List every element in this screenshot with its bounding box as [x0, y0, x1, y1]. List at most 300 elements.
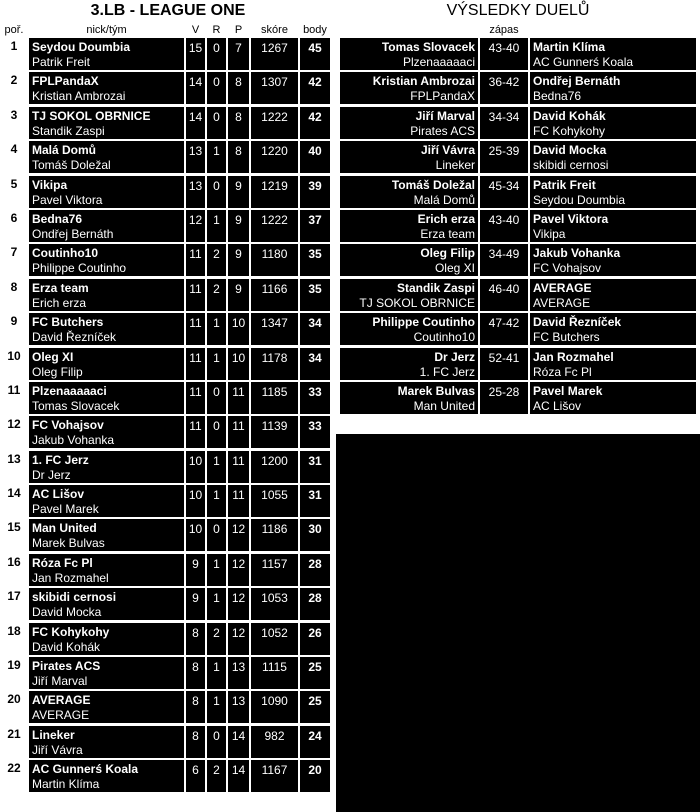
points: 31	[308, 488, 322, 503]
row-position: 9	[10, 314, 18, 329]
wins: 14	[188, 109, 203, 124]
score: 1307	[261, 75, 288, 90]
team: Tomas Slovacek	[32, 398, 120, 413]
table-row	[0, 759, 336, 793]
row-position: 19	[7, 658, 21, 673]
points-cell	[300, 210, 330, 242]
away-nick: Jakub Vohanka	[533, 246, 621, 261]
losses-cell	[228, 72, 249, 104]
score-cell	[251, 38, 298, 70]
draws-cell	[207, 72, 226, 104]
home-team: Coutinho10	[413, 330, 475, 345]
match-score-cell	[480, 210, 528, 242]
away-team: skibidi cernosi	[533, 158, 609, 173]
losses: 11	[232, 384, 245, 399]
match-score: 34-34	[488, 109, 520, 124]
nick: Oleg XI	[32, 349, 74, 364]
draws: 1	[213, 144, 220, 159]
wins: 11	[189, 384, 202, 399]
away-cell	[530, 244, 696, 276]
away-nick: Jan Rozmahel	[533, 349, 614, 364]
duel-row	[336, 175, 700, 209]
team: Philippe Coutinho	[32, 261, 127, 276]
home-cell	[340, 313, 478, 345]
home-team: FPLPandaX	[410, 89, 475, 104]
nick: Vikipa	[32, 177, 68, 192]
points-cell	[300, 623, 330, 655]
row-position: 11	[7, 382, 21, 397]
nick: AC Lišov	[32, 487, 85, 502]
team: Jan Rozmahel	[32, 570, 109, 585]
wins: 11	[189, 247, 202, 262]
score-cell	[251, 72, 298, 104]
duel-results	[336, 0, 700, 434]
away-team: Bedna76	[533, 89, 582, 104]
wins: 9	[192, 591, 199, 606]
losses: 14	[231, 763, 246, 778]
points: 45	[308, 41, 322, 55]
table-row	[0, 37, 336, 71]
home-team: TJ SOKOL OBRNICE	[359, 295, 475, 310]
nick-cell	[29, 141, 184, 173]
wins-cell	[186, 691, 205, 723]
team: David Mocka	[32, 605, 102, 620]
wins-cell	[186, 210, 205, 242]
losses-cell	[228, 141, 249, 173]
match-score: 45-34	[488, 178, 520, 193]
draws-cell	[207, 348, 226, 380]
losses: 12	[231, 591, 246, 606]
points-cell	[300, 519, 330, 551]
nick: TJ SOKOL OBRNICE	[32, 108, 151, 123]
points: 25	[308, 694, 322, 709]
wins-cell	[186, 244, 205, 276]
home-nick: Oleg Filip	[420, 246, 475, 261]
draws-cell	[207, 760, 226, 792]
team: Oleg Filip	[32, 364, 83, 379]
draws-cell	[207, 382, 226, 414]
nick-cell	[29, 348, 184, 380]
points: 37	[308, 212, 322, 227]
nick-cell	[29, 588, 184, 620]
points-cell	[300, 38, 330, 70]
home-cell	[340, 107, 478, 139]
points-cell	[300, 72, 330, 104]
away-cell	[530, 107, 696, 139]
team: Jiří Vávra	[32, 742, 83, 757]
points-cell	[300, 141, 330, 173]
draws: 2	[213, 247, 220, 262]
points-cell	[300, 691, 330, 723]
away-nick: David Mocka	[533, 143, 607, 158]
table-row	[0, 278, 336, 312]
points: 25	[308, 660, 322, 675]
wins: 10	[188, 453, 203, 468]
losses-cell	[228, 313, 249, 345]
losses: 8	[235, 75, 242, 90]
nick-cell	[29, 313, 184, 345]
match-score-cell	[480, 72, 528, 104]
losses-cell	[228, 623, 249, 655]
wins-cell	[186, 554, 205, 586]
nick-cell	[29, 485, 184, 517]
match-score-cell	[480, 382, 528, 414]
row-position: 13	[7, 451, 21, 466]
wins-cell	[186, 313, 205, 345]
nick-cell	[29, 107, 184, 139]
losses-cell	[228, 382, 249, 414]
wins-cell	[186, 485, 205, 517]
nick-cell	[29, 210, 184, 242]
wins: 11	[189, 350, 202, 365]
wins-cell	[186, 107, 205, 139]
away-team: AVERAGE	[533, 295, 591, 310]
row-position: 15	[7, 520, 21, 535]
row-position: 2	[10, 73, 18, 88]
draws: 0	[213, 178, 220, 193]
match-score: 47-42	[488, 316, 520, 331]
points: 28	[308, 556, 322, 571]
table-row	[0, 209, 336, 243]
match-score: 34-49	[488, 247, 520, 262]
duel-row	[336, 312, 700, 346]
team: Dr Jerz	[32, 467, 71, 482]
home-cell	[340, 176, 478, 208]
draws: 0	[213, 109, 220, 124]
losses: 7	[235, 41, 242, 55]
wins: 8	[192, 728, 199, 743]
home-cell	[340, 72, 478, 104]
duels-title: VÝSLEDKY DUELŮ	[336, 2, 700, 22]
table-row	[0, 518, 336, 552]
row-position: 22	[7, 761, 21, 776]
losses-cell	[228, 176, 249, 208]
nick: AC Gunnerś Koala	[32, 762, 139, 777]
table-row	[0, 175, 336, 209]
away-cell	[530, 38, 696, 70]
nick-cell	[29, 519, 184, 551]
losses: 12	[231, 556, 246, 571]
points-cell	[300, 485, 330, 517]
nick-cell	[29, 760, 184, 792]
team: David Řezníček	[32, 330, 117, 345]
home-nick: Tomáš Doležal	[391, 177, 475, 192]
nick-cell	[29, 657, 184, 689]
table-row	[0, 415, 336, 449]
draws-cell	[207, 279, 226, 311]
row-position: 3	[10, 107, 18, 122]
losses: 9	[235, 281, 242, 296]
row-position: 17	[7, 589, 21, 604]
draws-cell	[207, 588, 226, 620]
row-position: 5	[10, 176, 18, 191]
wins: 6	[192, 763, 199, 778]
score-cell	[251, 451, 298, 483]
points: 31	[308, 453, 322, 468]
away-nick: Martin Klíma	[533, 40, 606, 54]
draws: 1	[213, 316, 220, 331]
team: Pavel Marek	[32, 502, 99, 517]
points-cell	[300, 554, 330, 586]
score-cell	[251, 348, 298, 380]
home-team: Pirates ACS	[410, 123, 475, 138]
team: Marek Bulvas	[32, 536, 105, 551]
losses: 13	[231, 694, 246, 709]
away-nick: Patrik Freit	[533, 177, 596, 192]
draws: 0	[213, 522, 220, 537]
score: 1052	[261, 625, 288, 640]
duel-row	[336, 243, 700, 277]
team: Erich erza	[32, 295, 87, 310]
away-team: Vikipa	[533, 226, 566, 241]
wins-cell	[186, 657, 205, 689]
losses-cell	[228, 519, 249, 551]
score-cell	[251, 382, 298, 414]
draws: 2	[213, 625, 220, 640]
points-cell	[300, 244, 330, 276]
wins: 8	[192, 625, 199, 640]
points: 30	[308, 522, 322, 537]
away-cell	[530, 72, 696, 104]
wins: 10	[188, 522, 203, 537]
points: 33	[308, 419, 322, 434]
wins-cell	[186, 451, 205, 483]
draws: 2	[213, 281, 220, 296]
score: 1222	[261, 212, 288, 227]
nick-cell	[29, 382, 184, 414]
header-p: P	[234, 24, 243, 36]
score: 1185	[261, 384, 288, 399]
table-row	[0, 106, 336, 140]
header-v: V	[191, 24, 200, 36]
nick: FC Vohajsov	[32, 418, 104, 433]
losses: 14	[231, 728, 246, 743]
score: 1180	[261, 247, 288, 262]
away-nick: Ondřej Bernáth	[533, 74, 621, 89]
away-cell	[530, 141, 696, 173]
losses-cell	[228, 451, 249, 483]
draws: 1	[213, 694, 220, 709]
draws-cell	[207, 519, 226, 551]
home-team: 1. FC Jerz	[419, 364, 475, 379]
header-score: skóre	[261, 24, 288, 36]
draws: 0	[213, 75, 220, 90]
match-score: 46-40	[488, 281, 520, 296]
match-score-cell	[480, 107, 528, 139]
row-position: 18	[7, 623, 21, 638]
team: Ondřej Bernáth	[32, 226, 114, 241]
league-table	[0, 0, 336, 812]
draws: 1	[213, 488, 220, 503]
draws: 1	[213, 556, 220, 571]
losses-cell	[228, 244, 249, 276]
home-nick: Jiří Marval	[415, 108, 475, 123]
table-row	[0, 312, 336, 346]
score-cell	[251, 760, 298, 792]
points: 35	[308, 281, 322, 296]
score-cell	[251, 726, 298, 758]
away-nick: David Kohák	[533, 108, 606, 123]
wins-cell	[186, 416, 205, 448]
score-cell	[251, 313, 298, 345]
nick-cell	[29, 244, 184, 276]
draws-cell	[207, 141, 226, 173]
score: 1222	[261, 109, 288, 124]
points: 26	[308, 625, 322, 640]
nick-cell	[29, 726, 184, 758]
score-cell	[251, 210, 298, 242]
table-row	[0, 347, 336, 381]
away-team: Seydou Doumbia	[533, 192, 626, 207]
league-rows	[0, 37, 336, 794]
score-cell	[251, 176, 298, 208]
points-cell	[300, 416, 330, 448]
losses-cell	[228, 554, 249, 586]
wins-cell	[186, 382, 205, 414]
row-position: 16	[7, 554, 21, 569]
nick: Lineker	[32, 727, 75, 742]
losses-cell	[228, 588, 249, 620]
losses: 9	[235, 212, 242, 227]
draws: 1	[213, 591, 220, 606]
draws-cell	[207, 244, 226, 276]
nick-cell	[29, 279, 184, 311]
wins-cell	[186, 588, 205, 620]
home-cell	[340, 38, 478, 70]
losses: 11	[232, 419, 245, 434]
losses-cell	[228, 210, 249, 242]
draws: 1	[213, 212, 220, 227]
draws: 0	[213, 384, 220, 399]
table-row	[0, 553, 336, 587]
wins: 13	[188, 178, 203, 193]
away-cell	[530, 176, 696, 208]
nick: Róza Fc Pl	[32, 555, 93, 570]
duel-row	[336, 209, 700, 243]
score: 1186	[261, 522, 288, 537]
points-cell	[300, 107, 330, 139]
score: 1055	[261, 488, 288, 503]
home-team: Erza team	[420, 226, 475, 241]
table-row	[0, 656, 336, 690]
score: 1053	[261, 591, 288, 606]
score-cell	[251, 107, 298, 139]
home-team: Man United	[413, 398, 475, 413]
away-nick: AVERAGE	[533, 280, 592, 295]
draws-cell	[207, 485, 226, 517]
away-cell	[530, 348, 696, 380]
score: 1167	[261, 763, 288, 778]
team: Jakub Vohanka	[32, 433, 115, 448]
duel-row	[336, 71, 700, 105]
score-cell	[251, 485, 298, 517]
wins: 11	[189, 419, 202, 434]
duel-row	[336, 37, 700, 71]
losses: 10	[231, 350, 246, 365]
table-row	[0, 381, 336, 415]
losses-cell	[228, 691, 249, 723]
losses-cell	[228, 726, 249, 758]
points: 34	[308, 316, 322, 331]
wins-cell	[186, 279, 205, 311]
away-team: Róza Fc Pl	[533, 364, 592, 379]
team: Jiří Marval	[32, 674, 88, 689]
losses: 9	[235, 178, 242, 193]
draws-cell	[207, 107, 226, 139]
wins-cell	[186, 519, 205, 551]
team: Standik Zaspi	[32, 123, 105, 138]
losses-cell	[228, 348, 249, 380]
away-nick: Pavel Viktora	[533, 211, 609, 226]
match-score: 25-39	[488, 144, 520, 159]
points: 28	[308, 591, 322, 606]
nick: Pirates ACS	[32, 659, 101, 674]
match-score-cell	[480, 313, 528, 345]
losses: 12	[231, 625, 246, 640]
losses: 8	[235, 109, 242, 124]
table-row	[0, 725, 336, 759]
home-cell	[340, 244, 478, 276]
score-cell	[251, 519, 298, 551]
wins: 8	[192, 660, 199, 675]
nick: Erza team	[32, 280, 89, 295]
losses: 9	[235, 247, 242, 262]
wins: 15	[188, 41, 203, 55]
draws-cell	[207, 554, 226, 586]
points-cell	[300, 382, 330, 414]
row-position: 8	[10, 279, 18, 294]
wins-cell	[186, 760, 205, 792]
points-cell	[300, 348, 330, 380]
points: 33	[308, 384, 322, 399]
losses: 11	[232, 488, 245, 503]
away-nick: Pavel Marek	[533, 383, 603, 398]
score: 982	[264, 728, 285, 743]
score: 1200	[261, 453, 288, 468]
points-cell	[300, 451, 330, 483]
team: Patrik Freit	[32, 55, 91, 69]
losses-cell	[228, 38, 249, 70]
points: 42	[308, 109, 322, 124]
points-cell	[300, 279, 330, 311]
duel-row	[336, 381, 700, 415]
duel-rows	[336, 37, 700, 415]
team: Martin Klíma	[32, 777, 100, 792]
wins-cell	[186, 726, 205, 758]
score-cell	[251, 416, 298, 448]
league-title: 3.LB - LEAGUE ONE	[90, 2, 246, 19]
losses-cell	[228, 279, 249, 311]
points: 39	[308, 178, 322, 193]
nick-cell	[29, 554, 184, 586]
away-team: FC Butchers	[533, 330, 600, 345]
header-match: zápas	[489, 24, 519, 36]
draws-cell	[207, 176, 226, 208]
match-score: 52-41	[488, 350, 520, 365]
home-cell	[340, 210, 478, 242]
table-row	[0, 622, 336, 656]
nick: AVERAGE	[32, 693, 91, 708]
draws-cell	[207, 451, 226, 483]
nick-cell	[29, 451, 184, 483]
duel-row	[336, 347, 700, 381]
match-score: 43-40	[488, 41, 520, 55]
nick-cell	[29, 38, 184, 70]
nick: Seydou Doumbia	[32, 40, 131, 54]
score-cell	[251, 588, 298, 620]
team: David Kohák	[32, 639, 101, 654]
row-position: 7	[10, 245, 18, 260]
